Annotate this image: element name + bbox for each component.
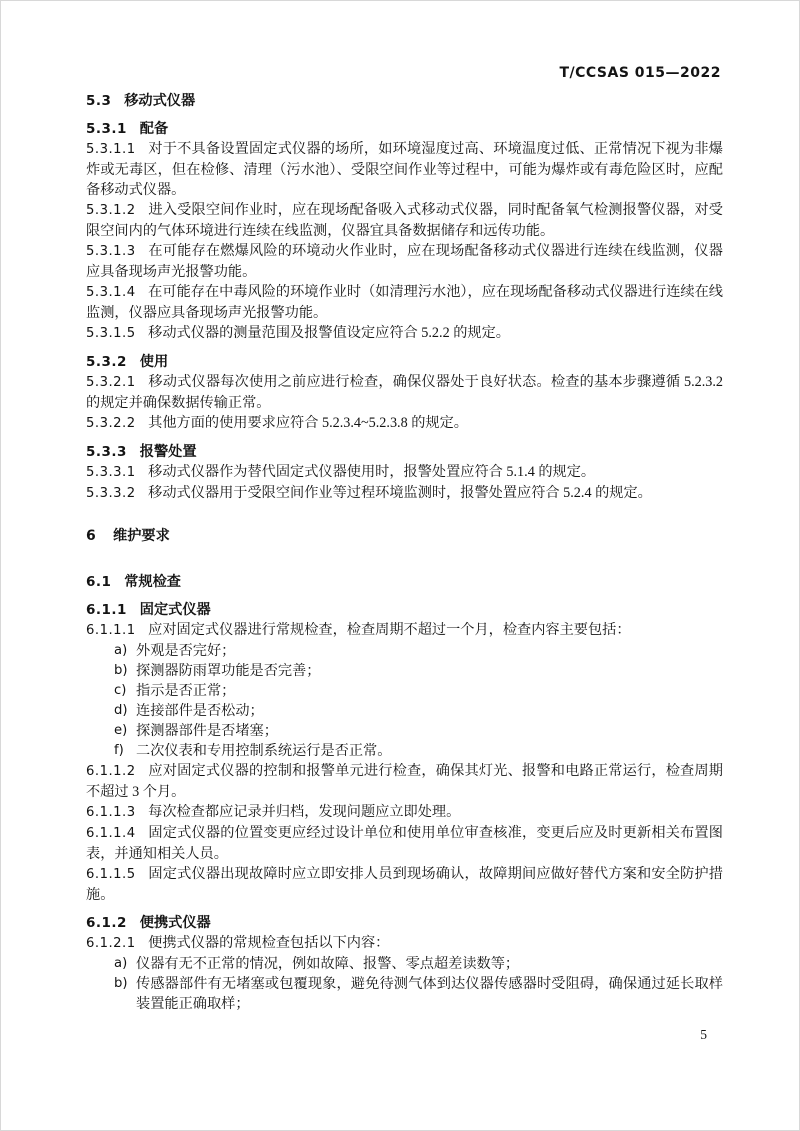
list-item-label: c) <box>114 683 127 698</box>
heading-text: 常规检查 <box>124 574 181 590</box>
clause-paragraph <box>86 241 723 282</box>
clause-paragraph <box>86 323 723 344</box>
clause-paragraph <box>86 864 723 905</box>
list-item-text: 仪器有无不正常的情况，例如故障、报警、零点超差读数等； <box>136 956 520 972</box>
clause-paragraph <box>86 139 723 200</box>
section-heading <box>86 352 723 372</box>
heading-text: 报警处置 <box>139 444 197 460</box>
clause-text: 在可能存在燃爆风险的环境动火作业时，应在现场配备移动式仪器进行连续在线监测，仪器应具备现场声光报警功能。 <box>86 243 723 280</box>
list-item-text: 二次仪表和专用控制系统运行是否正常。 <box>136 743 392 759</box>
clause-paragraph <box>86 282 723 323</box>
clause-number: 6.1 <box>86 574 112 590</box>
clause-text: 应对固定式仪器进行常规检查，检查周期不超过一个月，检查内容主要包括： <box>148 622 631 638</box>
clause-text: 在可能存在中毒风险的环境作业时（如清理污水池），应在现场配备移动式仪器进行连续在线监测，仪器应具备现场声光报警功能。 <box>86 284 723 321</box>
clause-paragraph <box>86 200 723 241</box>
list-item <box>114 661 723 681</box>
list-item <box>114 701 723 721</box>
list-item-label: a) <box>114 956 128 971</box>
list-item <box>114 721 723 741</box>
heading-text: 移动式仪器 <box>124 93 196 109</box>
list-item-label: e) <box>114 723 128 738</box>
section-heading <box>86 526 723 546</box>
clause-number: 6.1.2.1 <box>86 936 136 951</box>
clause-text: 应对固定式仪器的控制和报警单元进行检查，确保其灯光、报警和电路正常运行，检查周期不超过 3 个月。 <box>86 763 723 800</box>
clause-text: 对于不具备设置固定式仪器的场所，如环境湿度过高、环境温度过低、正常情况下视为非爆炸或无毒区，但在检修、清理（污水池）、受限空间作业等过程中，可能为爆炸或有毒危险区时，应配备移动式仪器。 <box>86 141 723 198</box>
clause-text: 移动式仪器的测量范围及报警值设定应符合 5.2.2 的规定。 <box>148 325 510 341</box>
clause-number: 5.3.2.1 <box>86 375 136 390</box>
clause-number: 5.3.1.3 <box>86 244 136 259</box>
clause-text: 每次检查都应记录并归档，发现问题应立即处理。 <box>148 804 461 820</box>
section-heading <box>86 442 723 462</box>
clause-text: 移动式仪器作为替代固定式仪器使用时，报警处置应符合 5.1.4 的规定。 <box>148 464 596 480</box>
list-item <box>114 974 723 1014</box>
clause-number: 6.1.1.1 <box>86 623 136 638</box>
list-item-text: 探测器防雨罩功能是否完善； <box>136 663 321 679</box>
heading-text: 使用 <box>139 354 169 370</box>
clause-number: 6.1.2 <box>86 915 127 931</box>
list-item-text: 探测器部件是否堵塞； <box>136 723 278 739</box>
clause-paragraph <box>86 483 723 504</box>
clause-number: 6 <box>86 528 97 544</box>
clause-text: 其他方面的使用要求应符合 5.2.3.4~5.2.3.8 的规定。 <box>148 415 468 431</box>
clause-number: 5.3.1.5 <box>86 326 136 341</box>
clause-number: 5.3.3.2 <box>86 486 136 501</box>
section-heading <box>86 572 723 592</box>
clause-paragraph <box>86 761 723 802</box>
page-number: 5 <box>700 1027 707 1042</box>
list-item <box>114 641 723 661</box>
clause-paragraph <box>86 462 723 483</box>
clause-paragraph <box>86 372 723 413</box>
clause-number: 5.3.2 <box>86 354 127 370</box>
section-heading <box>86 119 723 139</box>
clause-number: 6.1.1.4 <box>86 826 136 841</box>
list-item <box>114 741 723 761</box>
clause-paragraph <box>86 620 723 641</box>
list-item <box>114 681 723 701</box>
clause-paragraph <box>86 933 723 954</box>
clause-number: 5.3.1 <box>86 121 127 137</box>
clause-paragraph <box>86 823 723 864</box>
list-item-label: f) <box>114 743 124 758</box>
clause-number: 5.3.1.2 <box>86 203 136 218</box>
section-heading <box>86 913 723 933</box>
list-item-text: 连接部件是否松动； <box>136 703 264 719</box>
clause-text: 移动式仪器每次使用之前应进行检查，确保仪器处于良好状态。检查的基本步骤遵循 5.2.3.2 的规定并确保数据传输正常。 <box>86 374 723 411</box>
list-item <box>114 954 723 974</box>
clause-number: 6.1.1.2 <box>86 764 136 779</box>
clause-paragraph <box>86 802 723 823</box>
clause-number: 5.3 <box>86 93 112 109</box>
section-heading <box>86 600 723 620</box>
clause-number: 5.3.3 <box>86 444 127 460</box>
heading-text: 固定式仪器 <box>139 602 211 618</box>
heading-text: 维护要求 <box>113 528 170 544</box>
clause-number: 5.3.2.2 <box>86 416 136 431</box>
list-item-label: b) <box>114 663 128 678</box>
document-content <box>86 91 723 1014</box>
clause-text: 固定式仪器的位置变更应经过设计单位和使用单位审查核准，变更后应及时更新相关布置图表，并通知相关人员。 <box>86 825 723 862</box>
list-item-text: 指示是否正常； <box>136 683 236 699</box>
clause-text: 固定式仪器出现故障时应立即安排人员到现场确认，故障期间应做好替代方案和安全防护措施。 <box>86 866 723 903</box>
clause-text: 进入受限空间作业时，应在现场配备吸入式移动式仪器，同时配备氧气检测报警仪器，对受限空间内的气体环境进行连续在线监测，仪器宜具备数据储存和远传功能。 <box>86 202 723 239</box>
clause-number: 5.3.1.1 <box>86 142 136 157</box>
list-item-label: b) <box>114 976 128 991</box>
list-item-label: d) <box>114 703 128 718</box>
clause-text: 便携式仪器的常规检查包括以下内容： <box>148 935 390 951</box>
clause-number: 5.3.3.1 <box>86 465 136 480</box>
document-code-header: T/CCSAS 015—2022 <box>559 65 721 81</box>
heading-text: 便携式仪器 <box>139 915 211 931</box>
list-item-label: a) <box>114 643 128 658</box>
list-item-text: 外观是否完好； <box>136 643 236 659</box>
clause-number: 6.1.1.3 <box>86 805 136 820</box>
clause-text: 移动式仪器用于受限空间作业等过程环境监测时，报警处置应符合 5.2.4 的规定。 <box>148 485 652 501</box>
heading-text: 配备 <box>139 121 169 137</box>
clause-number: 5.3.1.4 <box>86 285 136 300</box>
clause-number: 6.1.1.5 <box>86 867 136 882</box>
section-heading <box>86 91 723 111</box>
list-item-text: 传感器部件有无堵塞或包覆现象，避免待测气体到达仪器传感器时受阻碍，确保通过延长取样装置能正确取样； <box>136 976 723 1012</box>
clause-paragraph <box>86 413 723 434</box>
clause-number: 6.1.1 <box>86 602 127 618</box>
